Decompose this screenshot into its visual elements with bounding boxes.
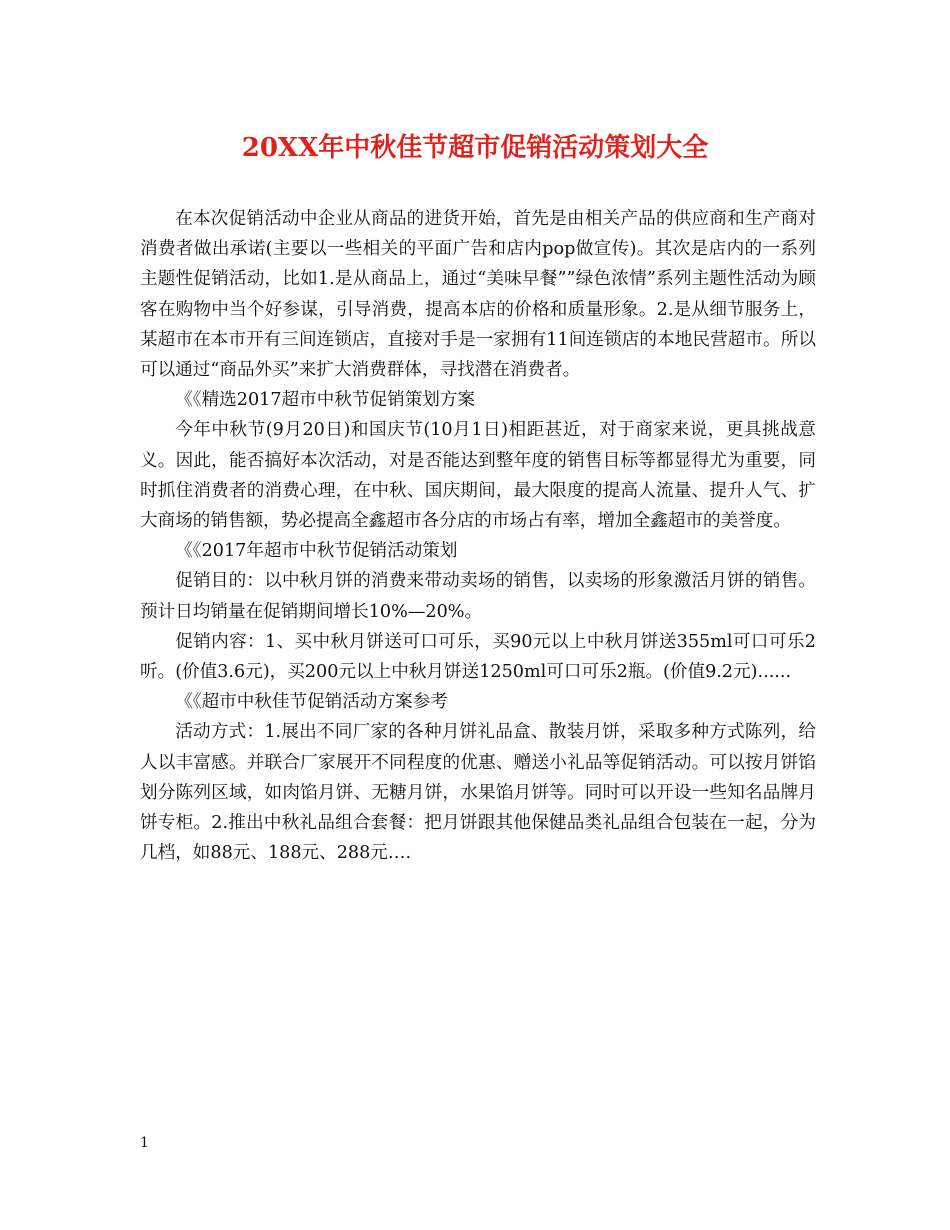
page-number: 1 (140, 1135, 149, 1151)
section-heading: 《《2017年超市中秋节促销活动策划 (175, 541, 458, 562)
section-heading: 《《超市中秋佳节促销活动方案参考 (175, 692, 448, 713)
document-body (140, 204, 816, 868)
paragraph: 促销内容：1、买中秋月饼送可口可乐，买90元以上中秋月饼送355ml可口可乐2听。(价值3.6元)，买200元以上中秋月饼送1250ml可口可乐2瓶。(价值9.2元)...... (140, 631, 816, 683)
section-heading: 《《精选2017超市中秋节促销策划方案 (175, 390, 476, 411)
paragraph-intro: 在本次促销活动中企业从商品的进货开始，首先是由相关产品的供应商和生产商对消费者做出承诺(主要以一些相关的平面广告和店内pop做宣传)。其次是店内的一系列主题性促销活动，比如1.是从商品上，通过“美味早餐””绿色浓情”系列主题性活动为顾客在购物中当个好参谋，引导消费，提高本店的价格和质量形象。2.是从细节服务上，某超市在本市开有三间连锁店，直接对手是一家拥有11间连锁店的本地民营超市。所以可以通过“商品外买”来扩大消费群体，寻找潜在消费者。 (140, 209, 816, 381)
paragraph: 促销目的：以中秋月饼的消费来带动卖场的销售，以卖场的形象激活月饼的销售。预计日均销量在促销期间增长10%—20%。 (140, 571, 816, 622)
document-title: 20XX年中秋佳节超市促销活动策划大全 (241, 133, 709, 163)
paragraph: 今年中秋节(9月20日)和国庆节(10月1日)相距甚近，对于商家来说，更具挑战意义。因此，能否搞好本次活动，对是否能达到整年度的销售目标等都显得尤为重要，同时抓住消费者的消费心理，在中秋、国庆期间，最大限度的提高人流量、提升人气、扩大商场的销售额，势必提高全鑫超市各分店的市场占有率，增加全鑫超市的美誉度。 (140, 420, 816, 532)
paragraph: 活动方式：1.展出不同厂家的各种月饼礼品盒、散装月饼，采取多种方式陈列，给人以丰富感。并联合厂家展开不同程度的优惠、赠送小礼品等促销活动。可以按月饼馅划分陈列区域，如肉馅月饼、无糖月饼，水果馅月饼等。同时可以开设一些知名品牌月饼专柜。2.推出中秋礼品组合套餐：把月饼跟其他保健品类礼品组合包装在一起，分为几档，如88元、188元、288元…. (140, 722, 816, 864)
